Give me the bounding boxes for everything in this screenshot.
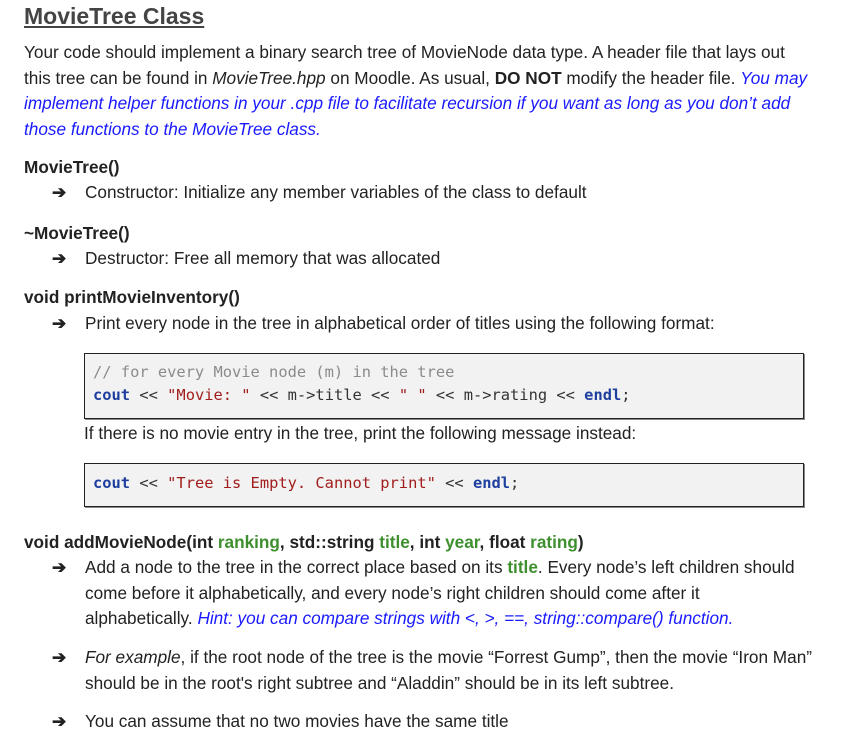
- code-keyword: cout: [93, 386, 131, 404]
- sig-param-title: title: [379, 532, 410, 552]
- intro-text-3: modify the header file.: [561, 67, 741, 88]
- code-keyword: cout: [93, 474, 131, 492]
- sig-part: ): [577, 532, 584, 552]
- print-bullet: [52, 311, 812, 337]
- page-title: MovieTree Class: [24, 3, 205, 29]
- text-part: . Every node’s left children should come before it alphabetically, and every node’s right children should come after it alphabetically.: [85, 557, 795, 628]
- code-operator: <<: [130, 474, 168, 492]
- add-heading: [24, 532, 584, 553]
- code-string: "Tree is Empty. Cannot print": [167, 474, 436, 492]
- ctor-heading: MovieTree(): [24, 157, 120, 177]
- print-heading: void printMovieInventory(): [24, 287, 240, 307]
- code-operator: <<: [130, 386, 168, 404]
- intro-bold: DO NOT: [494, 67, 562, 88]
- dtor-heading: ~MovieTree(): [24, 223, 130, 243]
- hint-text: Hint: you can compare strings with <, >, ==, string::compare() function.: [197, 608, 734, 628]
- code-block-empty: [84, 463, 804, 507]
- empty-note: If there is no movie entry in the tree, print the following message instead:: [84, 423, 637, 443]
- code-semicolon: ;: [621, 386, 631, 404]
- arrow-icon: ➔: [52, 711, 67, 731]
- code-expression: << m->rating <<: [426, 386, 585, 404]
- intro-text-1: Your code should implement a binary search tree of MovieNode data type. A header file that lays out this tree can be found in: [24, 42, 785, 88]
- code-semicolon: ;: [510, 474, 520, 492]
- arrow-icon: ➔: [52, 182, 67, 202]
- sig-part: , std::string: [279, 532, 380, 552]
- dtor-bullet: [52, 246, 812, 272]
- add-bullet-3: [52, 709, 812, 735]
- arrow-icon: ➔: [52, 313, 67, 333]
- add-bullet-2-text: [52, 645, 812, 696]
- example-italic: For example: [85, 647, 181, 667]
- print-bullet-text: Print every node in the tree in alphabetical order of titles using the following format:: [85, 313, 715, 333]
- intro-text-2: on Moodle. As usual,: [325, 67, 495, 88]
- code-keyword: endl: [584, 386, 622, 404]
- arrow-icon: ➔: [52, 557, 67, 577]
- code-keyword: endl: [472, 474, 511, 492]
- sig-param-ranking: ranking: [217, 532, 280, 552]
- intro-blue-note: You may implement helper functions in your .cpp file to facilitate recursion if you want as long as you don’t add those functions to the MovieTree class.: [24, 67, 808, 139]
- code-string: "Movie: ": [167, 386, 251, 404]
- code-string: " ": [398, 386, 427, 404]
- code-comment: // for every Movie node (m) in the tree: [93, 363, 455, 381]
- text-part: Add a node to the tree in the correct place based on its: [85, 557, 508, 577]
- add-bullet-1: [52, 555, 812, 632]
- code-line-print: [85, 384, 803, 407]
- sig-param-year: year: [445, 532, 480, 552]
- code-line-empty: [85, 472, 803, 495]
- add-bullet-2: [52, 645, 812, 696]
- code-block-print: [84, 353, 804, 419]
- ctor-bullet: [52, 180, 812, 206]
- add-bullet-3-text: You can assume that no two movies have the same title: [85, 711, 509, 731]
- sig-param-rating: rating: [530, 532, 578, 552]
- arrow-icon: ➔: [52, 248, 67, 268]
- sig-part: , int: [409, 532, 446, 552]
- ctor-bullet-text: Constructor: Initialize any member variables of the class to default: [85, 182, 587, 202]
- intro-filename: MovieTree.hpp: [212, 67, 326, 88]
- code-expression: << m->title <<: [250, 386, 399, 404]
- sig-part: void addMovieNode(int: [24, 532, 218, 552]
- arrow-icon: ➔: [52, 647, 67, 667]
- intro-paragraph: [24, 40, 814, 142]
- code-operator: <<: [435, 474, 473, 492]
- add-bullet-1-text: [52, 555, 812, 632]
- title-keyword: title: [507, 557, 538, 577]
- dtor-bullet-text: Destructor: Free all memory that was allocated: [85, 248, 441, 268]
- text-part: , if the root node of the tree is the movie “Forrest Gump”, then the movie “Iron Man” should be in the root's right subtree and “Aladdin” should be in its left subtree.: [85, 647, 812, 693]
- sig-part: , float: [479, 532, 531, 552]
